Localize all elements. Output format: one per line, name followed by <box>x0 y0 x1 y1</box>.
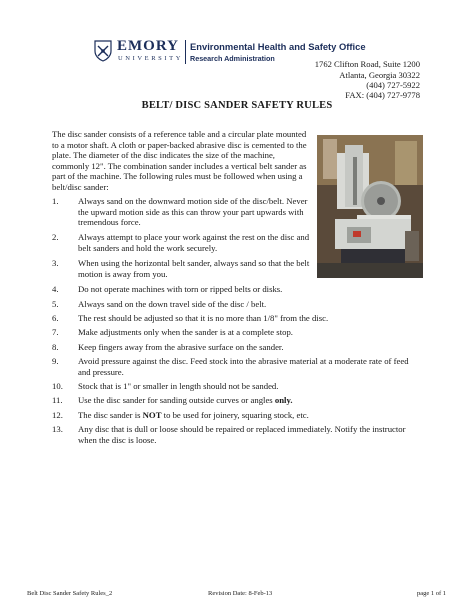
office-name: Environmental Health and Safety Office <box>190 41 366 52</box>
fax-number: FAX: (404) 727-9778 <box>345 90 420 100</box>
emory-shield-icon <box>93 40 113 62</box>
list-item: 6. The rest should be adjusted so that it is no more than 1/8" from the disc. <box>52 313 329 323</box>
address-line-1: 1762 Clifton Road, Suite 1200 <box>314 59 420 69</box>
list-item: 13. Any disc that is dull or loose should be repaired or replaced immediately. Notify the instructor when the disc is loose. <box>52 424 406 445</box>
list-item: 8. Keep fingers away from the abrasive surface on the sander. <box>52 342 284 352</box>
phone-number: (404) 727-5922 <box>366 80 420 90</box>
logo-wordmark: EMORY <box>117 38 179 54</box>
list-item: 4. Do not operate machines with torn or ripped belts or disks. <box>52 284 283 294</box>
office-subtitle: Research Administration <box>190 54 275 63</box>
footer-revision-date: Revision Date: 8-Feb-13 <box>208 590 273 597</box>
list-item: 7. Make adjustments only when the sander is at a complete stop. <box>52 327 293 337</box>
list-item: 12. The disc sander is NOT to be used for joinery, squaring stock, etc. <box>52 410 309 420</box>
sander-photo <box>317 135 423 278</box>
list-item: 2. Always attempt to place your work against the rest on the disc and belt sanders and hold the work securely. <box>52 232 310 253</box>
document-title: BELT/ DISC SANDER SAFETY RULES <box>141 100 333 111</box>
logo-subtitle: UNIVERSITY <box>118 55 183 62</box>
list-item: 1. Always sand on the downward motion side of the disc/belt. Never the upward motion side as this can throw your part upwards with tremendous force. <box>52 196 308 228</box>
address-line-2: Atlanta, Georgia 30322 <box>339 70 420 80</box>
list-item: 11. Use the disc sander for sanding outside curves or angles only. <box>52 395 293 405</box>
list-item: 10. Stock that is 1" or smaller in length should not be sanded. <box>52 381 279 391</box>
footer-page-number: page 1 of 1 <box>416 590 446 597</box>
logo-divider <box>185 40 186 64</box>
list-item: 3. When using the horizontal belt sander, always sand so that the belt motion is away from you. <box>52 258 310 279</box>
intro-paragraph: The disc sander consists of a reference table and a circular plate mounted to a motor shaft. A cloth or paper-backed abrasive disc is cemented to the plate. The diameter of the disc indicates the size of the machine, commonly 12". The combination sander includes a vertical belt sander as part of the machine. The following rules must be followed when using a belt/disc sander: <box>52 129 307 192</box>
footer-document-name: Belt Disc Sander Safety Rules_2 <box>27 590 113 597</box>
list-item: 9. Avoid pressure against the disc. Feed stock into the abrasive material at a moderate rate of feed and pressure. <box>52 356 409 377</box>
list-item: 5. Always sand on the down travel side of the disc / belt. <box>52 299 267 309</box>
